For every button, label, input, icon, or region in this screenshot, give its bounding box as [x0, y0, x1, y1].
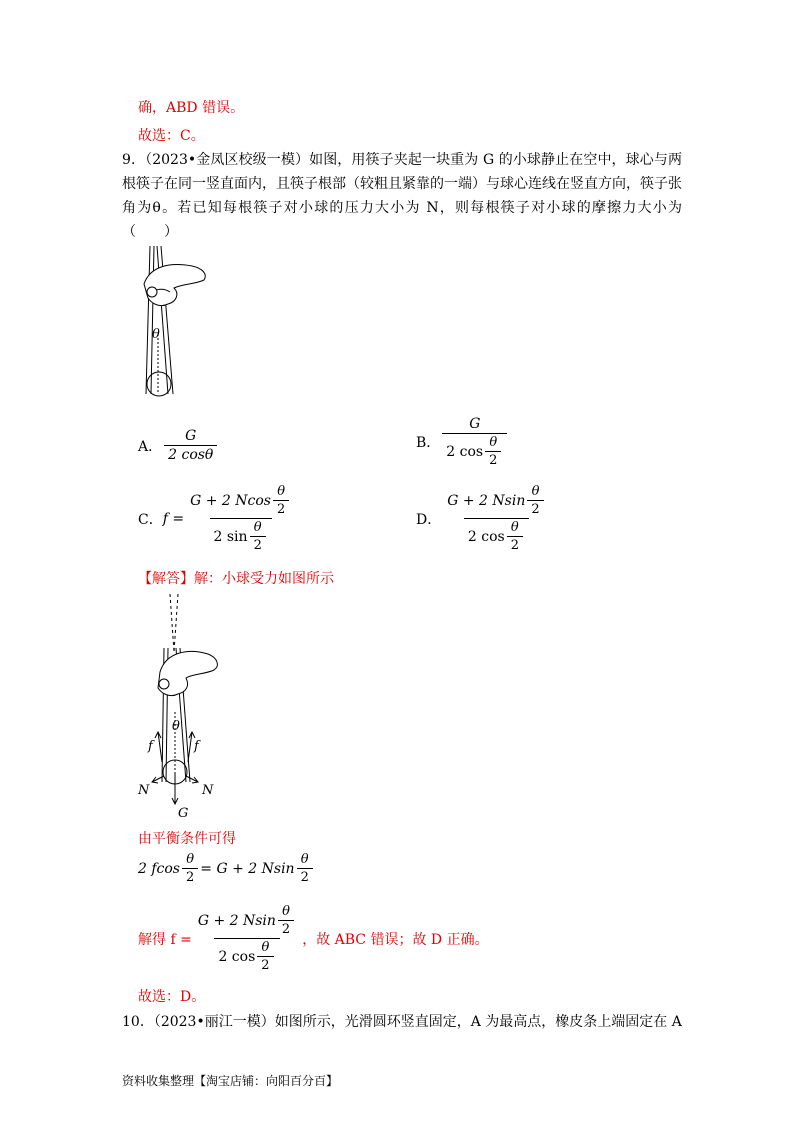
answer-tag: 【解答】 [138, 571, 194, 587]
option-c-prefix: f = [162, 510, 185, 527]
theta-symbol: θ [282, 904, 290, 919]
option-d-numerator: G + 2 Nsin [447, 492, 526, 509]
solution-line [138, 904, 489, 973]
answer-intro: 解：小球受力如图所示 [194, 571, 334, 587]
solution-suffix: ，故 ABC 错误；故 D 正确。 [302, 931, 489, 948]
option-d-label: D． [416, 511, 442, 528]
question-9 [122, 148, 682, 244]
option-b-label: B． [416, 435, 441, 451]
prev-choice-line: 故选：C。 [138, 128, 205, 144]
two-symbol: 2 [297, 868, 313, 885]
two-symbol: 2 [182, 868, 198, 885]
two-symbol: 2 [250, 536, 266, 553]
option-a[interactable] [138, 428, 219, 463]
equation-right: = G + 2 Nsin [200, 860, 295, 877]
chopsticks-figure [130, 244, 220, 404]
option-c[interactable] [138, 484, 297, 553]
option-c-denominator: 2 sin [213, 528, 248, 545]
figure-theta-label: θ [152, 327, 160, 342]
option-a-numerator: G [185, 428, 197, 444]
theta-symbol: θ [261, 940, 270, 955]
friction-right-label: f [194, 739, 199, 754]
theta-symbol: θ [510, 520, 519, 535]
option-c-numerator: G + 2 Ncos [190, 492, 271, 509]
theta-symbol: θ [531, 484, 540, 499]
two-symbol: 2 [507, 536, 523, 553]
force-diagram [130, 592, 240, 822]
option-b[interactable] [416, 416, 509, 468]
normal-right-label: N [202, 783, 214, 798]
two-symbol: 2 [257, 956, 273, 973]
option-a-label: A． [138, 438, 163, 455]
question-10 [122, 1010, 682, 1034]
normal-left-label: N [138, 783, 150, 798]
friction-left-label: f [148, 739, 153, 754]
option-b-denominator: 2 cos [446, 443, 484, 460]
solution-prefix: 解得 f = [138, 931, 192, 948]
two-symbol: 2 [273, 500, 289, 517]
theta-symbol: θ [489, 435, 498, 450]
solution-denominator: 2 cos [218, 948, 256, 965]
theta-symbol: θ [277, 484, 286, 499]
page-footer: 资料收集整理【淘宝店铺：向阳百分百】 [122, 1074, 339, 1088]
option-a-denominator: 2 cosθ [164, 445, 217, 463]
equation-left: 2 fcos [138, 860, 180, 877]
question-text: （2023•丽江一模）如图所示，光滑圆环竖直固定，A 为最高点，橡皮条上端固定在 A [153, 1014, 682, 1030]
theta-symbol: θ [253, 520, 262, 535]
question-number: 9． [122, 152, 146, 168]
question-number: 10． [122, 1014, 154, 1030]
two-symbol: 2 [278, 920, 294, 937]
balance-text: 由平衡条件可得 [138, 831, 236, 847]
two-symbol: 2 [485, 451, 501, 468]
question-text: （2023•金凤区校级一模）如图，用筷子夹起一块重为 G 的小球静止在空中，球心与两根筷子在同一竖直面内，且筷子根部（较粗且紧靠的一端）与球心连线在竖直方向，筷子张角为θ。若已知每根筷子对小球的压力大小为 N，则每根筷子对小球的摩擦力大小为（ ） [122, 152, 682, 240]
answer-heading [138, 568, 334, 588]
option-d[interactable] [416, 484, 552, 553]
force-theta-label: θ [172, 719, 180, 734]
solution-numerator: G + 2 Nsin [197, 912, 276, 929]
gravity-label: G [178, 806, 189, 821]
two-symbol: 2 [527, 500, 543, 517]
option-b-numerator: G [469, 416, 481, 432]
option-c-label: C． [138, 511, 163, 528]
final-choice: 故选：D。 [138, 989, 206, 1005]
option-d-denominator: 2 cos [467, 528, 505, 545]
theta-symbol: θ [186, 852, 195, 867]
prev-answer-line: 确，ABD 错误。 [138, 100, 245, 116]
theta-symbol: θ [300, 852, 309, 867]
balance-equation [138, 852, 315, 885]
